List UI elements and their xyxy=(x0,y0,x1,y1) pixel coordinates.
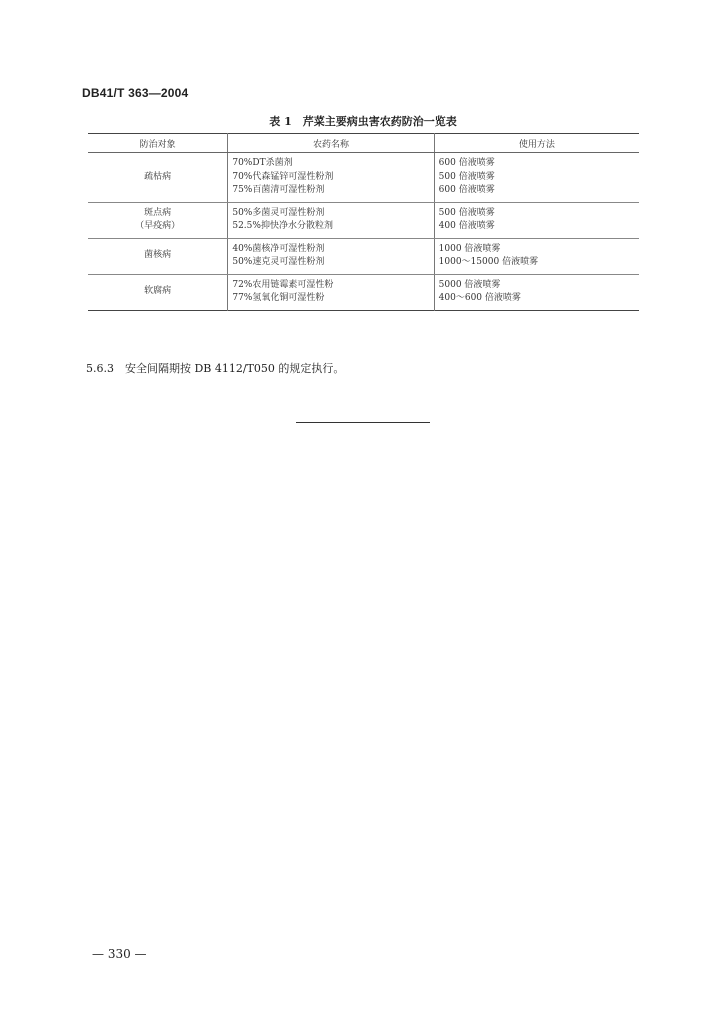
cell-target xyxy=(88,274,228,310)
cell-target-line: 斑点病 xyxy=(144,207,172,218)
table-row xyxy=(88,202,639,238)
cell-target xyxy=(88,238,228,274)
table-header-row xyxy=(88,134,639,153)
table-row xyxy=(88,274,639,310)
cell-pesticides xyxy=(228,274,434,310)
cell-pesticides-line: 50%速克灵可湿性粉剂 xyxy=(232,257,325,267)
cell-methods-line: 500 倍液喷雾 xyxy=(438,171,495,182)
cell-methods-line: 5000 倍液喷雾 xyxy=(438,279,501,290)
cell-methods-line: 400 倍液喷雾 xyxy=(438,221,495,231)
table-row xyxy=(88,153,639,203)
cell-methods xyxy=(434,153,639,203)
cell-target-line: （早疫病） xyxy=(135,221,181,231)
cell-pesticides-line: 50%多菌灵可湿性粉剂 xyxy=(232,207,325,218)
column-header-target: 防治对象 xyxy=(88,134,228,153)
safety-interval-paragraph: 5.6.3 安全间隔期按 DB 4112/T050 的规定执行。 xyxy=(86,362,345,375)
document-code: DB41/T 363—2004 xyxy=(82,86,189,100)
pest-control-table xyxy=(88,133,639,311)
cell-methods-line: 600 倍液喷雾 xyxy=(438,158,495,168)
column-header-pesticide: 农药名称 xyxy=(228,134,434,153)
cell-pesticides-line: 40%菌核净可湿性粉剂 xyxy=(232,243,325,254)
cell-target xyxy=(88,153,228,203)
cell-pesticides-line: 52.5%抑快净水分散粒剂 xyxy=(232,221,333,231)
page-number: — 330 — xyxy=(92,947,147,961)
table-row xyxy=(88,238,639,274)
table-title: 表 1 芹菜主要病虫害农药防治一览表 xyxy=(269,115,457,128)
cell-methods-line: 600 倍液喷雾 xyxy=(438,185,495,195)
cell-pesticides-line: 77%氢氧化铜可湿性粉 xyxy=(232,293,325,303)
cell-methods-line: 400～600 倍液喷雾 xyxy=(438,293,521,303)
end-divider-line xyxy=(296,422,430,423)
column-header-method: 使用方法 xyxy=(434,134,639,153)
cell-methods xyxy=(434,238,639,274)
cell-target xyxy=(88,202,228,238)
cell-pesticides xyxy=(228,153,434,203)
cell-target-line: 软腐病 xyxy=(144,286,172,297)
cell-methods xyxy=(434,202,639,238)
cell-target-line: 疏枯病 xyxy=(144,171,172,182)
cell-methods-line: 500 倍液喷雾 xyxy=(438,207,495,218)
cell-pesticides xyxy=(228,238,434,274)
cell-methods xyxy=(434,274,639,310)
cell-methods-line: 1000 倍液喷雾 xyxy=(438,243,501,254)
cell-pesticides-line: 75%百菌清可湿性粉剂 xyxy=(232,185,325,195)
cell-pesticides-line: 70%DT杀菌剂 xyxy=(232,158,293,168)
cell-pesticides xyxy=(228,202,434,238)
cell-methods-line: 1000～15000 倍液喷雾 xyxy=(438,257,539,267)
cell-pesticides-line: 72%农用链霉素可湿性粉 xyxy=(232,279,334,290)
cell-pesticides-line: 70%代森锰锌可湿性粉剂 xyxy=(232,171,334,182)
cell-target-line: 菌核病 xyxy=(144,250,172,261)
